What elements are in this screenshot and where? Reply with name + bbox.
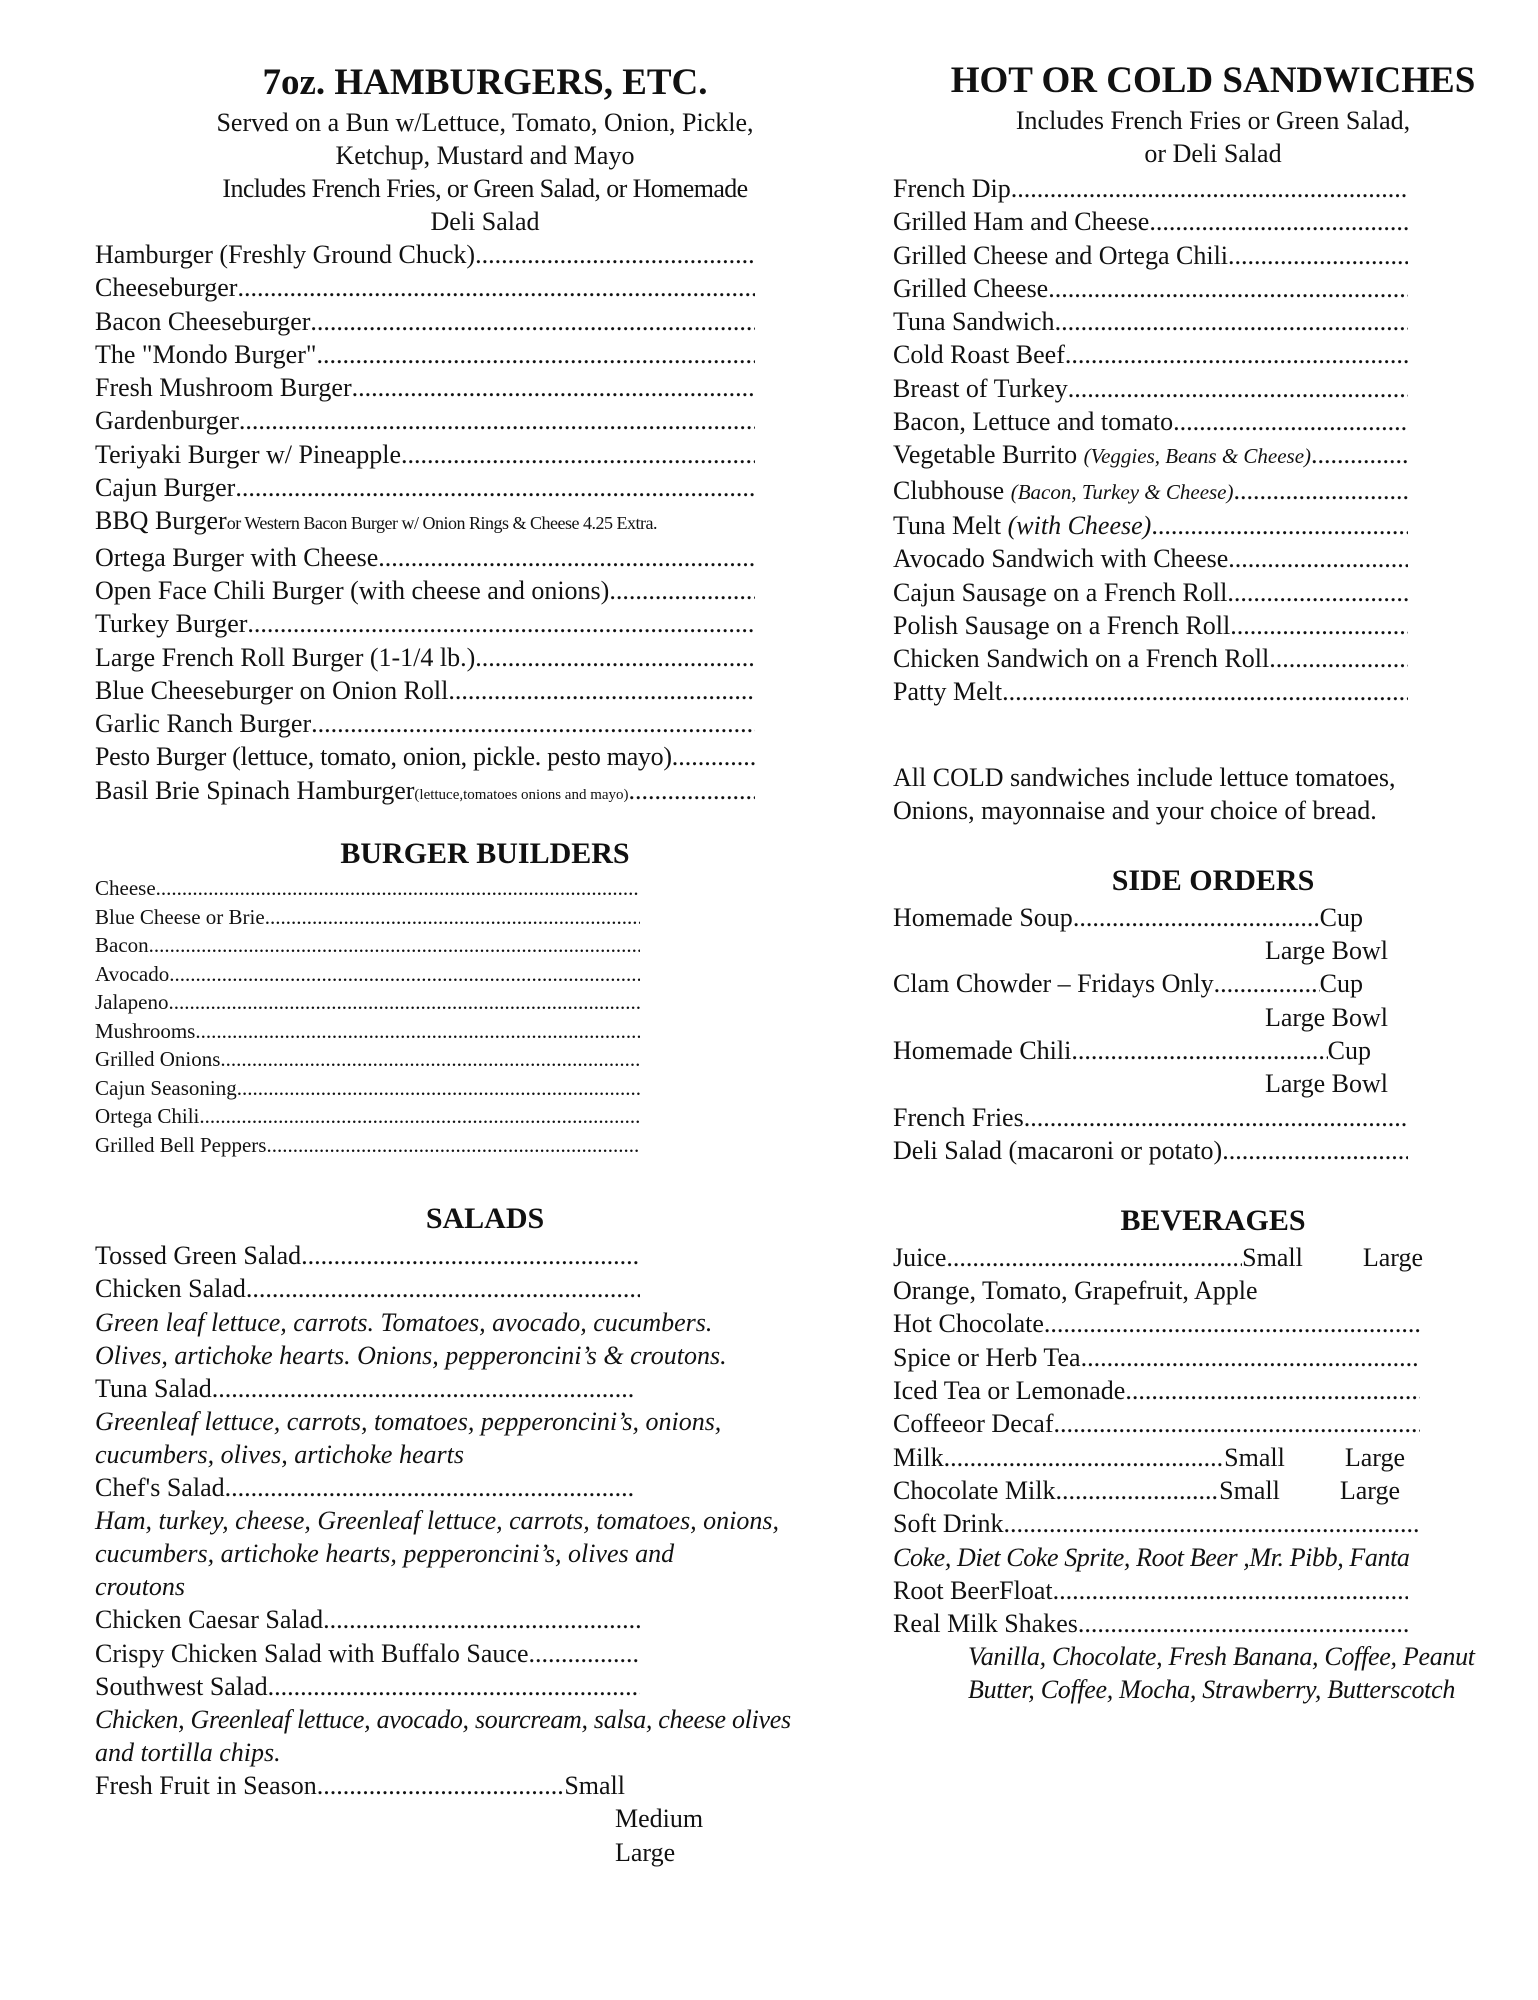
menu-item: Milk ..... Small Large [893, 1441, 1405, 1474]
menu-item: Chef's Salad ..... [95, 1471, 635, 1504]
menu-item: Deli Salad (macaroni or potato) ..... [893, 1134, 1408, 1167]
menu-item: Crispy Chicken Salad with Buffalo Sauce ..... [95, 1637, 640, 1670]
menu-item: Fresh Mushroom Burger ..... [95, 371, 755, 404]
menu-item: Ortega Chili ..... [95, 1102, 640, 1131]
hamburgers-subtitle-2: Ketchup, Mustard and Mayo [335, 141, 635, 170]
bowl-size: Large Bowl [1265, 1069, 1388, 1099]
hamburgers-subtitle-3: Includes French Fries, or Green Salad, or Homemade [222, 174, 748, 203]
menu-item: Garlic Ranch Burger ..... [95, 707, 755, 740]
salad-description: cucumbers, olives, artichoke hearts [95, 1439, 464, 1469]
hamburgers-title: 7oz. HAMBURGERS, ETC. [262, 62, 708, 103]
soft-drink-kinds: Coke, Diet Coke Sprite, Root Beer ,Mr. Pibb, Fanta [893, 1542, 1410, 1572]
menu-item: Hamburger (Freshly Ground Chuck) ..... [95, 238, 755, 271]
menu-item: Avocado Sandwich with Cheese ..... [893, 542, 1408, 575]
salads-list [95, 1372, 635, 1405]
menu-item: Chocolate Milk ..... Small Large [893, 1474, 1400, 1507]
menu-item: Bacon ..... [95, 931, 640, 960]
hamburgers-subtitle-4: Deli Salad [430, 207, 540, 236]
menu-item: Open Face Chili Burger (with cheese and onions) ..... [95, 574, 755, 607]
menu-item: Blue Cheese or Brie ..... [95, 903, 640, 932]
menu-item: Southwest Salad ..... [95, 1670, 640, 1703]
menu-item: Grilled Cheese and Ortega Chili ..... [893, 239, 1408, 272]
menu-item: Teriyaki Burger w/ Pineapple ..... [95, 438, 755, 471]
shake-flavors: Butter, Coffee, Mocha, Strawberry, Butterscotch [968, 1675, 1456, 1705]
menu-item: Cheeseburger ..... [95, 271, 755, 304]
menu-item: Spice or Herb Tea ..... [893, 1341, 1420, 1374]
salad-description: Greenleaf lettuce, carrots, tomatoes, pepperoncini’s, onions, [95, 1406, 722, 1436]
juice-kinds: Orange, Tomato, Grapefruit, Apple [893, 1276, 1258, 1306]
menu-item: French Dip ..... [893, 172, 1408, 205]
menu-item: Homemade Chili ..... Cup [893, 1034, 1371, 1067]
menu-item: Turkey Burger ..... [95, 607, 755, 640]
menu-item: Chicken Salad ..... [95, 1272, 640, 1305]
beverages-title: BEVERAGES [1120, 1204, 1306, 1238]
right-column [893, 58, 1533, 1706]
menu-item: Clam Chowder – Fridays Only ..... Cup [893, 967, 1363, 1000]
hamburger-list [95, 238, 755, 812]
menu-item: Chicken Caesar Salad ..... [95, 1603, 640, 1636]
salad-description: Ham, turkey, cheese, Greenleaf lettuce, carrots, tomatoes, onions, [95, 1506, 780, 1536]
menu-item: Jalapeno ..... [95, 988, 640, 1017]
menu-item: Cajun Seasoning ..... [95, 1074, 640, 1103]
menu-item: Grilled Onions ..... [95, 1045, 640, 1074]
menu-item: Chicken Sandwich on a French Roll ..... [893, 642, 1408, 675]
menu-item: Breast of Turkey ..... [893, 372, 1408, 405]
fruit-size: Medium [615, 1804, 704, 1834]
menu-item: Root BeerFloat ..... [893, 1574, 1408, 1607]
menu-item: Ortega Burger with Cheese ..... [95, 541, 755, 574]
sandwich-list [893, 172, 1408, 709]
salad-description: and tortilla chips. [95, 1738, 281, 1768]
salad-description: cucumbers, artichoke hearts, pepperoncini’s, olives and [95, 1539, 675, 1569]
menu-item: Tuna Sandwich ..... [893, 305, 1408, 338]
menu-item: Blue Cheeseburger on Onion Roll ..... [95, 674, 755, 707]
basil-note: (lettuce,tomatoes onions and mayo) [414, 786, 629, 803]
tunamelt-tag: (with Cheese) [1007, 510, 1152, 540]
fruit-size: Large [615, 1837, 676, 1867]
menu-item: The "Mondo Burger" ..... [95, 338, 755, 371]
burrito-tag: (Veggies, Beans & Cheese) [1083, 444, 1312, 469]
menu-item: Tuna Salad ..... [95, 1372, 635, 1405]
menu-item: Clubhouse (Bacon, Turkey & Cheese) ..... [893, 474, 1408, 509]
menu-item: Grilled Bell Peppers ..... [95, 1131, 640, 1160]
menu-item: Polish Sausage on a French Roll ..... [893, 609, 1408, 642]
menu-item: Avocado ..... [95, 960, 640, 989]
menu-item: Bacon Cheeseburger ..... [95, 305, 755, 338]
menu-item: Iced Tea or Lemonade ..... [893, 1374, 1420, 1407]
menu-item: Soft Drink ..... [893, 1507, 1420, 1540]
menu-item: Basil Brie Spinach Hamburger (lettuce,tomatoes onions and mayo) ..... [95, 774, 755, 812]
sandwiches-title: HOT OR COLD SANDWICHES [950, 60, 1476, 101]
left-column [95, 60, 875, 1869]
bbq-note: or Western Bacon Burger w/ Onion Rings & Cheese 4.25 Extra. [226, 513, 658, 534]
sandwiches-subtitle-1: Includes French Fries or Green Salad, [1015, 106, 1411, 135]
menu-item: Cajun Burger ..... [95, 471, 755, 504]
cold-sandwich-note: Onions, mayonnaise and your choice of bread. [893, 795, 1377, 825]
menu-item: Hot Chocolate ..... [893, 1307, 1420, 1340]
menu-item: Homemade Soup ..... Cup [893, 901, 1363, 934]
menu-item: Grilled Cheese ..... [893, 272, 1408, 305]
shake-flavors: Vanilla, Chocolate, Fresh Banana, Coffee, Peanut [968, 1642, 1475, 1672]
salad-description: Chicken, Greenleaf lettuce, avocado, sourcream, salsa, cheese olives [95, 1705, 791, 1735]
salads-list [95, 1603, 640, 1703]
hamburgers-subtitle-1: Served on a Bun w/Lettuce, Tomato, Onion, Pickle, [216, 108, 754, 137]
builders-title: BURGER BUILDERS [340, 837, 630, 871]
cold-sandwich-note: All COLD sandwiches include lettuce tomatoes, [893, 762, 1396, 792]
menu-item: BBQ Burger or Western Bacon Burger w/ Onion Rings & Cheese 4.25 Extra. [95, 504, 755, 540]
bowl-size: Large Bowl [1265, 1002, 1388, 1032]
sides-list [893, 901, 1408, 1167]
salad-description: Olives, artichoke hearts. Onions, pepperoncini’s & croutons. [95, 1340, 727, 1370]
salads-list [95, 1471, 635, 1504]
menu-item: Bacon, Lettuce and tomato ..... [893, 405, 1408, 438]
salads-title: SALADS [425, 1202, 545, 1236]
sandwiches-subtitle-2: or Deli Salad [1144, 139, 1282, 168]
salad-description: Green leaf lettuce, carrots. Tomatoes, avocado, cucumbers. [95, 1307, 713, 1337]
sides-title: SIDE ORDERS [1111, 863, 1315, 897]
menu-item: Cajun Sausage on a French Roll ..... [893, 576, 1408, 609]
menu-item: Tuna Melt (with Cheese) ..... [893, 509, 1408, 542]
menu-item: Mushrooms ..... [95, 1017, 640, 1046]
menu-item: Real Milk Shakes ..... [893, 1607, 1408, 1640]
salad-description: croutons [95, 1572, 186, 1602]
clubhouse-tag: (Bacon, Turkey & Cheese) [1010, 479, 1234, 504]
salads-list [95, 1239, 640, 1306]
menu-item: Patty Melt ..... [893, 675, 1408, 708]
menu-item: Pesto Burger (lettuce, tomato, onion, pickle. pesto mayo) ..... [95, 740, 755, 773]
menu-item: French Fries ..... [893, 1101, 1408, 1134]
menu-item: Coffeeor Decaf ..... [893, 1407, 1420, 1440]
menu-item: Gardenburger ..... [95, 404, 755, 437]
menu-item: Cold Roast Beef ..... [893, 338, 1408, 371]
menu-item: Grilled Ham and Cheese ..... [893, 205, 1408, 238]
beverages-list [893, 1241, 1423, 1540]
beverages-list [893, 1574, 1408, 1641]
salads-list [95, 1769, 625, 1802]
menu-item: Vegetable Burrito (Veggies, Beans & Cheese) ..... [893, 438, 1408, 473]
menu-item: Tossed Green Salad ..... [95, 1239, 640, 1272]
menu-item: Large French Roll Burger (1-1/4 lb.) ..... [95, 641, 755, 674]
menu-item: Cheese ..... [95, 874, 640, 903]
menu-item: Juice ..... Small Large [893, 1241, 1423, 1274]
menu-item: Fresh Fruit in Season ..... Small [95, 1769, 625, 1802]
bowl-size: Large Bowl [1265, 936, 1388, 966]
builders-list [95, 874, 640, 1159]
